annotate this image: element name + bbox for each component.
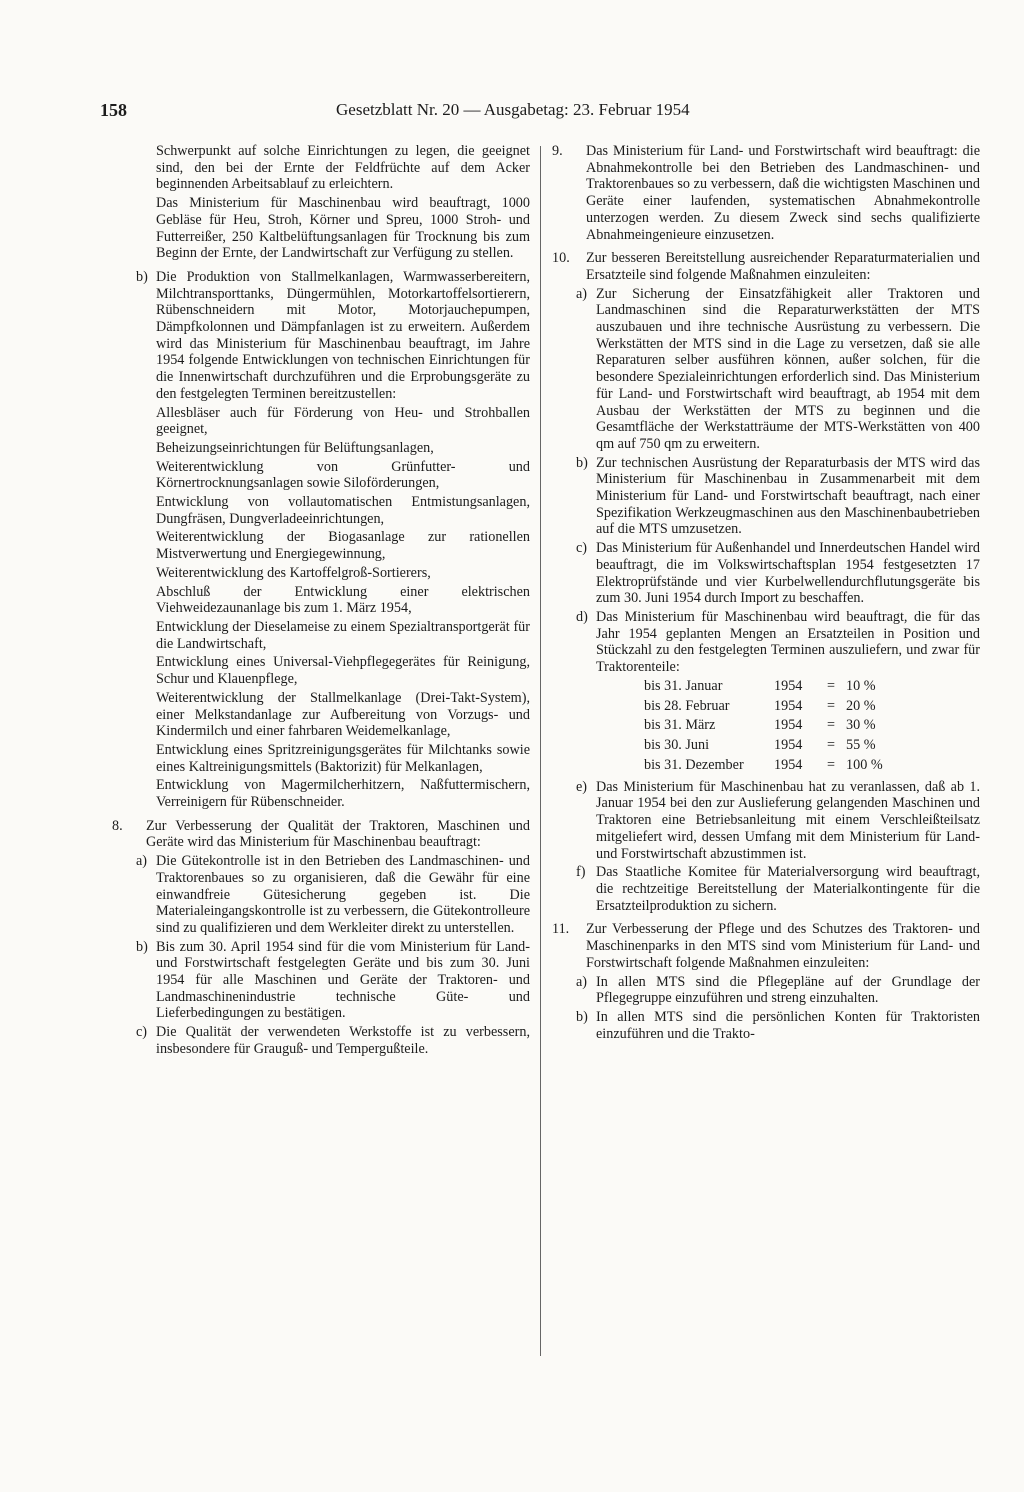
- table-row: [644, 717, 906, 737]
- section-text: Zur besseren Bereitstellung ausreichender Reparaturmaterialien und Ersatzteile sind folgende Maßnahmen einzuleiten:: [586, 250, 980, 283]
- item-text: Zur Sicherung der Einsatzfähigkeit aller Traktoren und Landmaschinen sind die Reparaturwerkstätten der MTS auszubauen und ihre technische Ausrüstung zu verbessern. Die Werkstätten der MTS sind in die Lage zu versetzen, daß sie alle Reparaturen selber ausführen können, außer solchen, für die besondere Spezialeinrichtungen erforderlich sind. Das Ministerium für Land- und Forstwirtschaft wird beauftragt, ab 1954 mit dem Ausbau der Werkstätten der MTS zu beginnen und die Gesamtfläche der Werkstatträume der MTS-Werkstätten von 400 qm auf 750 qm zu erweitern.: [596, 285, 980, 452]
- section-10-item-e: [552, 779, 980, 863]
- schedule-year: 1954: [774, 737, 803, 754]
- dev-item: Weiterentwicklung der Stallmelkanlage (Drei-Takt-System), einer Melkstandanlage zur Aufbereitung von Vorzugs- und Kindermilch und einer fahrbaren Weidemelkanlage,: [156, 689, 530, 740]
- delivery-schedule-table: [644, 678, 906, 777]
- section-10-item-b: [552, 455, 980, 539]
- schedule-date: bis 31. März: [644, 717, 716, 734]
- section-text: Zur Verbesserung der Pflege und des Schutzes des Traktoren- und Maschinenparks in den MTS sind vom Ministerium für Land- und Forstwirtschaft folgende Maßnahmen einzuleiten:: [586, 921, 980, 971]
- section-11: [552, 921, 980, 971]
- section-10: [552, 250, 980, 283]
- schedule-equals: =: [826, 756, 835, 773]
- paragraph-intro: Schwerpunkt auf solche Einrichtungen zu legen, die geeignet sind, den bei der Ernte der Feldfrüchte auf dem Acker beginnenden Arbeitsablauf zu erleichtern.: [156, 143, 530, 193]
- schedule-date: bis 30. Juni: [644, 737, 710, 754]
- dev-item: Weiterentwicklung des Kartoffelgroß-Sortierers,: [156, 564, 431, 581]
- paragraph-maschinenbau: Das Ministerium für Maschinenbau wird beauftragt, 1000 Gebläse für Heu, Stroh, Körner und Spreu, 1000 Stroh- und Futterreißer, 250 Kaltbelüftungsanlagen für Trocknung bis zum Beginn der Ernte, der Landwirtschaft zur Verfügung zu stellen.: [156, 195, 530, 262]
- item-label: c): [576, 540, 588, 557]
- right-column: [552, 143, 980, 1042]
- dev-item: Beheizungseinrichtungen für Belüftungsanlagen,: [156, 439, 434, 456]
- item-text: In allen MTS sind die Pflegepläne auf der Grundlage der Pflegegruppe einzuführen und streng einzuhalten.: [596, 973, 980, 1007]
- section-11-item-b: [552, 1009, 980, 1042]
- item-label: a): [136, 853, 148, 870]
- schedule-equals: =: [826, 677, 835, 694]
- item-text: Zur technischen Ausrüstung der Reparaturbasis der MTS wird das Ministerium für Maschinenbau in Zusammenarbeit mit dem Ministerium für Land- und Forstwirtschaft beauftragt, nach einer Spezifikation Werkzeugmaschinen aus den Maschinenbaubetrieben auf die MTS umzusetzen.: [596, 454, 980, 538]
- schedule-year: 1954: [774, 677, 803, 694]
- dev-item: Entwicklung eines Spritzreinigungsgerätes für Milchtanks sowie eines Kaltreinigungsmittels (Baktorizit) für Melkanlagen,: [156, 741, 530, 775]
- item-text: Die Produktion von Stallmelkanlagen, Warmwasserbereitern, Milchtransporttanks, Düngermühlen, Motorkartoffelsortierern, Rübenschneidern mit Motor, Motorjauchepumpen, Dämpfkolonnen und Dämpfanlagen ist zu erweitern. Außerdem wird das Ministerium für Maschinenbau beauftragt, im Jahre 1954 folgende Entwicklungen von technischen Einrichtungen für die Innenwirtschaft durchzuführen und die Erprobungsgeräte zu den festgelegten Terminen bereitzustellen:: [156, 268, 530, 402]
- schedule-year: 1954: [774, 717, 803, 734]
- dev-item: Entwicklung von vollautomatischen Entmistungsanlagen, Dungfräsen, Dungverladeeinrichtungen,: [156, 494, 530, 527]
- section-number: 9.: [552, 143, 563, 159]
- item-label: b): [136, 268, 148, 285]
- table-row: [644, 737, 906, 757]
- section-10-item-d: [552, 609, 980, 676]
- item-text: Das Ministerium für Maschinenbau hat zu veranlassen, daß ab 1. Januar 1954 bei den zur Auslieferung gelangenden Maschinen und Traktoren eine Betriebsanleitung mit einem Verschleißteilsatz mitgeliefert wird, dessen Umfang mit dem Ministerium für Land- und Forstwirtschaft abzustimmen ist.: [596, 778, 980, 862]
- item-text: Bis zum 30. April 1954 sind für die vom Ministerium für Land- und Forstwirtschaft festgelegten Geräte und bis zum 30. Juni 1954 für alle Maschinen und Geräte der Traktoren- und Landmaschinenindustrie technische Güte- und Lieferbedingungen zu bestätigen.: [156, 938, 530, 1022]
- item-text: Das Staatliche Komitee für Materialversorgung wird beauftragt, die rechtzeitige Bereitstellung der Materialkontingente für die Ersatzteilproduktion zu sichern.: [596, 864, 980, 914]
- section-number: 8.: [112, 817, 123, 834]
- item-label: f): [576, 864, 586, 881]
- dev-item: Entwicklung von Magermilcherhitzern, Naßfuttermischern, Verreinigern für Rübenschneider.: [156, 777, 530, 811]
- section-number: 11.: [552, 921, 570, 938]
- schedule-equals: =: [826, 717, 835, 734]
- schedule-percent: 10 %: [846, 677, 876, 694]
- dev-item: Entwicklung eines Universal-Viehpflegegerätes für Reinigung, Schur und Klauenpflege,: [156, 654, 530, 688]
- page-header: [100, 100, 780, 124]
- item-text: Das Ministerium für Maschinenbau wird beauftragt, die für das Jahr 1954 geplanten Mengen an Ersatzteilen in Position und Stückzahl zu den festgelegten Terminen auszuliefern, und zwar für Traktorenteile:: [596, 608, 980, 676]
- header-title: Gesetzblatt Nr. 20 — Ausgabetag: 23. Februar 1954: [336, 100, 690, 119]
- item-text: Das Ministerium für Außenhandel und Innerdeutschen Handel wird beauftragt, die im Volkswirtschaftsplan 1954 festgesetzten 17 Elektroprüfstände und vier Kurbelwellendurchflutungsgeräte bis zum 30. Juni 1954 durch Import zu beschaffen.: [596, 540, 980, 607]
- schedule-percent: 20 %: [846, 697, 876, 714]
- item-label: b): [576, 454, 588, 471]
- item-label: a): [576, 973, 588, 990]
- table-row: [644, 678, 906, 698]
- section-9: [552, 143, 980, 243]
- item-b: [112, 269, 530, 403]
- schedule-equals: =: [826, 697, 835, 714]
- section-8-item-c: [112, 1024, 530, 1057]
- section-10-item-c: [552, 540, 980, 607]
- dev-item: Weiterentwicklung der Biogasanlage zur rationellen Mistverwertung und Energiegewinnung,: [156, 529, 530, 563]
- section-10-item-a: [552, 286, 980, 453]
- section-text: Zur Verbesserung der Qualität der Traktoren, Maschinen und Geräte wird das Ministerium für Maschinenbau beauftragt:: [146, 817, 530, 851]
- section-8-item-b: [112, 939, 530, 1023]
- schedule-percent: 55 %: [846, 737, 876, 754]
- item-label: e): [576, 778, 588, 795]
- dev-item: Weiterentwicklung von Grünfutter- und Körnertrocknungsanlagen sowie Siloförderungen,: [156, 458, 530, 492]
- schedule-percent: 30 %: [846, 717, 876, 734]
- item-label: d): [576, 608, 588, 625]
- section-number: 10.: [552, 250, 570, 267]
- table-row: [644, 698, 906, 718]
- schedule-date: bis 31. Dezember: [644, 756, 744, 773]
- column-divider: [540, 146, 541, 1356]
- item-label: b): [576, 1008, 588, 1025]
- schedule-equals: =: [826, 737, 835, 754]
- section-text: Das Ministerium für Land- und Forstwirtschaft wird beauftragt: die Abnahmekontrolle bei den Betrieben des Landmaschinen- und Traktorenbaues so zu verbessern, daß die wichtigsten Maschinen und Geräte einer laufenden, systematischen Abnahmekontrolle unterzogen werden. Zu diesem Zweck sind sechs qualifizierte Abnahmeingenieure einzusetzen.: [586, 143, 980, 243]
- left-column: [112, 143, 530, 1058]
- page-number: 158: [100, 100, 127, 120]
- dev-item: Allesbläser auch für Förderung von Heu- und Strohballen geeignet,: [156, 404, 530, 438]
- section-11-item-a: [552, 974, 980, 1007]
- schedule-percent: 100 %: [846, 756, 883, 773]
- item-text: In allen MTS sind die persönlichen Konten für Traktoristen einzuführen und die Trakto-: [596, 1008, 980, 1042]
- section-10-item-f: [552, 864, 980, 914]
- item-text: Die Qualität der verwendeten Werkstoffe ist zu verbessern, insbesondere für Grauguß- und Tempergußteile.: [156, 1024, 530, 1057]
- section-8-item-a: [112, 853, 530, 937]
- section-8: [112, 818, 530, 851]
- schedule-date: bis 31. Januar: [644, 677, 723, 694]
- schedule-year: 1954: [774, 697, 803, 714]
- item-label: c): [136, 1024, 148, 1041]
- dev-item: Abschluß der Entwicklung einer elektrischen Viehweidezaunanlage bis zum 1. März 1954,: [156, 583, 530, 617]
- schedule-date: bis 28. Februar: [644, 697, 730, 714]
- item-label: b): [136, 938, 148, 955]
- dev-item: Entwicklung der Dieselameise zu einem Spezialtransportgerät für die Landwirtschaft,: [156, 618, 530, 652]
- item-label: a): [576, 285, 588, 302]
- schedule-year: 1954: [774, 756, 803, 773]
- table-row: [644, 757, 906, 777]
- item-text: Die Gütekontrolle ist in den Betrieben des Landmaschinen- und Traktorenbaues so zu organisieren, daß die Gewähr für eine einwandfreie Gütesicherung gegeben ist. Die Materialeingangskontrolle ist zu verbessern, die Gütekontrolleure sind zu qualifizieren und dem Werkleiter direkt zu unterstellen.: [156, 853, 530, 936]
